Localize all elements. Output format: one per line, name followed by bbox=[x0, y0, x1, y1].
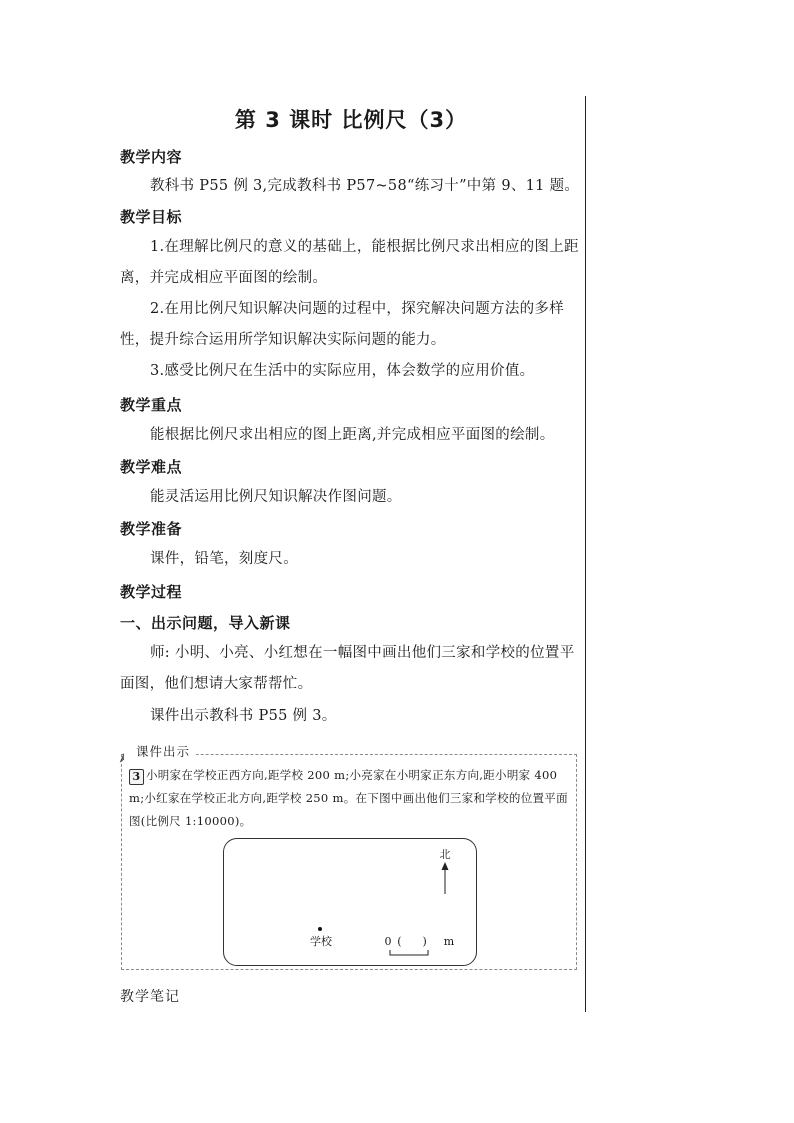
north-arrow-icon bbox=[442, 862, 449, 870]
heading-key-points: 教学重点 bbox=[120, 396, 183, 414]
heading-difficulty: 教学难点 bbox=[120, 458, 183, 476]
process-paragraph-1: 师: 小明、小亮、小红想在一幅图中画出他们三家和学校的位置平面图，他们想请大家帮帮忙。 bbox=[120, 645, 575, 692]
process-paragraph-2: 课件出示教科书 P55 例 3。 bbox=[150, 708, 337, 724]
goal-item-1: 1.在理解比例尺的意义的基础上，能根据比例尺求出相应的图上距离，并完成相应平面图的绘制。 bbox=[120, 239, 579, 286]
heading-goals: 教学目标 bbox=[120, 208, 183, 226]
scale-blank: ( ) bbox=[397, 935, 427, 948]
scale-unit: m bbox=[443, 935, 455, 948]
key-points-text: 能根据比例尺求出相应的图上距离,并完成相应平面图的绘制。 bbox=[150, 427, 555, 443]
margin-divider-line bbox=[585, 96, 586, 1012]
lesson-title: 第 3 课时 比例尺（3） bbox=[234, 108, 468, 132]
north-label: 北 bbox=[439, 848, 451, 861]
goal-item-2: 2.在用比例尺知识解决问题的过程中，探究解决问题方法的多样性，提升综合运用所学知识解决实际问题的能力。 bbox=[120, 301, 565, 348]
heading-content: 教学内容 bbox=[120, 148, 183, 166]
example-body: 小明家在学校正西方向,距学校 200 m;小亮家在小明家正东方向,距小明家 400 m;小红家在学校正北方向,距学校 250 m。在下图中画出他们三家和学校的位置平面图(比例尺 1:10000)。 bbox=[129, 768, 568, 828]
map-canvas bbox=[223, 838, 477, 966]
content-text: 教科书 P55 例 3,完成教科书 P57~58“练习十”中第 9、11 题。 bbox=[150, 178, 580, 194]
goal-item-3: 3.感受比例尺在生活中的实际应用，体会数学的应用价值。 bbox=[150, 363, 535, 379]
map-frame bbox=[223, 838, 477, 966]
scale-zero: 0 bbox=[384, 935, 392, 948]
teaching-notes-label: 教学笔记 bbox=[120, 989, 180, 1005]
preparation-text: 课件，铅笔，刻度尺。 bbox=[150, 551, 298, 567]
process-step-1-heading: 一、出示问题，导入新课 bbox=[120, 614, 291, 632]
example-text bbox=[129, 764, 573, 833]
scale-bar bbox=[390, 950, 428, 955]
example-box-label: 课件出示 bbox=[124, 740, 196, 764]
school-dot bbox=[318, 927, 322, 931]
school-label: 学校 bbox=[310, 935, 332, 948]
example-number: 3 bbox=[129, 769, 144, 785]
heading-process: 教学过程 bbox=[120, 583, 183, 601]
heading-preparation: 教学准备 bbox=[120, 520, 183, 538]
difficulty-text: 能灵活运用比例尺知识解决作图问题。 bbox=[150, 489, 402, 505]
